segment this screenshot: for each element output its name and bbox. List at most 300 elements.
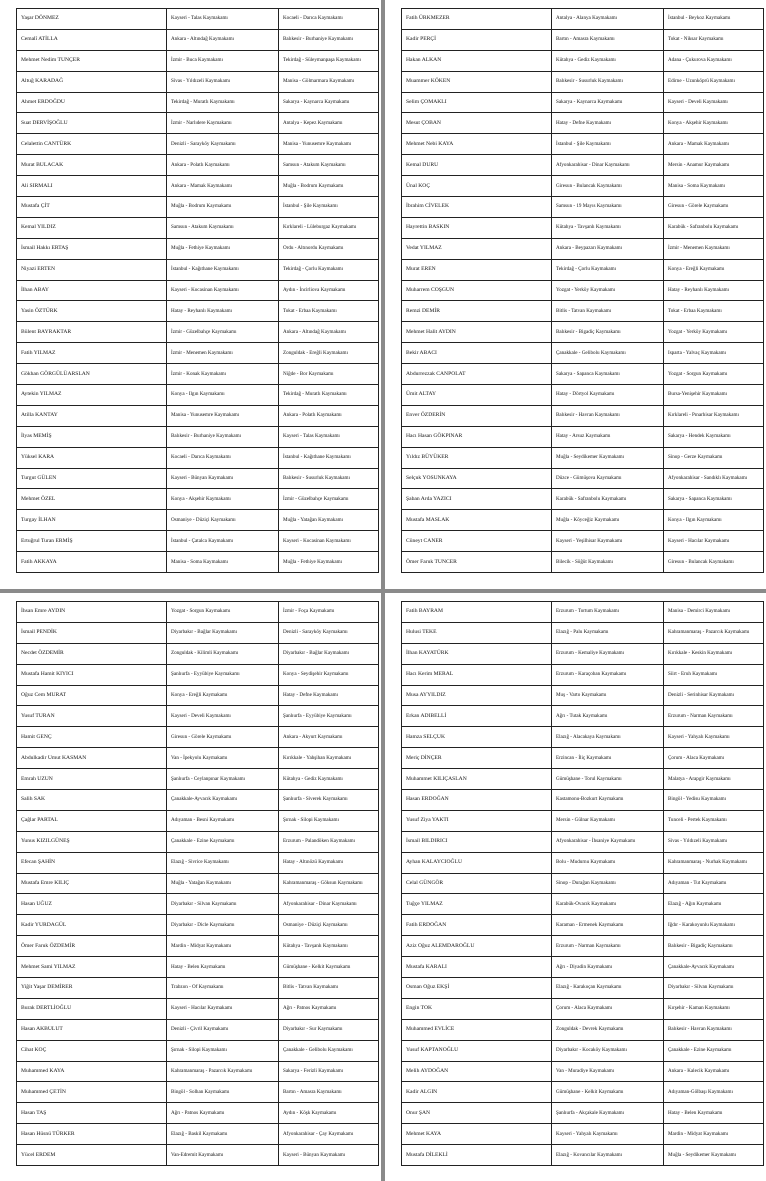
table-row	[17, 1103, 379, 1124]
table-row	[402, 1103, 764, 1124]
official-name: Yücel ERDEM	[17, 1145, 167, 1166]
official-name: Melih AYDOĞAN	[402, 1061, 552, 1082]
former-post: İstanbul - Şile Kaymakamı	[552, 134, 664, 155]
new-post: Afyonkarahisar - Çay Kaymakamı	[279, 1124, 379, 1145]
official-name: Bülent BAYRAKTAR	[17, 322, 167, 343]
new-post: Çanakkale-Ayvacık Kaymakamı	[664, 957, 764, 978]
table-row	[17, 468, 379, 489]
table-row	[17, 531, 379, 552]
official-name: İbrahim CİVELEK	[402, 197, 552, 218]
table-row	[17, 155, 379, 176]
table-row	[402, 1040, 764, 1061]
table-row	[402, 622, 764, 643]
former-post: Hatay - Reyhanlı Kaymakamı	[167, 301, 279, 322]
official-name: Mustafa KARALI	[402, 957, 552, 978]
new-post: Tekirdağ - Süleymanpaşa Kaymakamı	[279, 50, 379, 71]
new-post: Giresun - Görele Kaymakamı	[664, 197, 764, 218]
table-row	[17, 426, 379, 447]
official-name: Selçuk YOSUNKAYA	[402, 468, 552, 489]
new-post: Konya - Seydişehir Kaymakamı	[279, 664, 379, 685]
new-post: Sakarya - Ferizli Kaymakamı	[279, 1061, 379, 1082]
official-name: Bekir ABACI	[402, 343, 552, 364]
table-row	[402, 322, 764, 343]
table-row	[402, 426, 764, 447]
table-row	[17, 197, 379, 218]
table-row	[402, 852, 764, 873]
new-post: Sakarya - Kaynarca Kaymakamı	[279, 92, 379, 113]
official-name: Aytekin YILMAZ	[17, 385, 167, 406]
table-row	[402, 280, 764, 301]
new-post: Ankara - Polatlı Kaymakamı	[279, 405, 379, 426]
official-name: Muhammed ÇETİN	[17, 1082, 167, 1103]
table-row	[402, 1082, 764, 1103]
table-row	[17, 998, 379, 1019]
former-post: Balıkesir - Burhaniye Kaymakamı	[167, 426, 279, 447]
former-post: Diyarbakır - Kocaköy Kaymakamı	[552, 1040, 664, 1061]
new-post: Kocaeli - Darıca Kaymakamı	[279, 9, 379, 30]
official-name: Efecan ŞAHİN	[17, 852, 167, 873]
table-row	[17, 643, 379, 664]
table-row	[17, 915, 379, 936]
new-post: Tekirdağ - Muratlı Kaymakamı	[279, 385, 379, 406]
appointment-table	[16, 601, 379, 1166]
former-post: Elazığ - Karakoçan Kaymakamı	[552, 978, 664, 999]
table-row	[402, 936, 764, 957]
new-post: Aydın - Köşk Kaymakamı	[279, 1103, 379, 1124]
official-name: Hasan AKBULUT	[17, 1019, 167, 1040]
table-row	[402, 385, 764, 406]
former-post: Sakarya - Sapanca Kaymakamı	[552, 364, 664, 385]
official-name: Çağlar PARTAL	[17, 810, 167, 831]
new-post: Ankara - Kalecik Kaymakamı	[664, 1061, 764, 1082]
official-name: Hayrettin BASKIN	[402, 217, 552, 238]
former-post: Muğla - Seydikemer Kaymakamı	[552, 447, 664, 468]
official-name: Atilla KANTAY	[17, 405, 167, 426]
former-post: Sinop - Durağan Kaymakamı	[552, 873, 664, 894]
official-name: Turgay İLHAN	[17, 510, 167, 531]
table-row	[402, 343, 764, 364]
new-post: Ankara - Mamak Kaymakamı	[664, 134, 764, 155]
new-post: İzmir - Foça Kaymakamı	[279, 602, 379, 623]
former-post: Şanlıurfa - Eyyübiye Kaymakamı	[167, 664, 279, 685]
table-row	[402, 769, 764, 790]
official-name: Ali SIRMALI	[17, 176, 167, 197]
official-name: Ertuğrul Turan ERMİŞ	[17, 531, 167, 552]
table-row	[402, 1019, 764, 1040]
former-post: Şanlıurfa - Akçakale Kaymakamı	[552, 1103, 664, 1124]
table-row	[17, 29, 379, 50]
official-name: Fatih BAYRAM	[402, 602, 552, 623]
official-name: Yusuf TURAN	[17, 706, 167, 727]
former-post: Şanlıurfa - Ceylanpınar Kaymakamı	[167, 769, 279, 790]
official-name: Yıldız BÜYÜKER	[402, 447, 552, 468]
official-name: Kemal DURU	[402, 155, 552, 176]
table-row	[402, 1061, 764, 1082]
official-name: Mustafa DİLEKLİ	[402, 1145, 552, 1166]
new-post: Muğla - Fethiye Kaymakamı	[279, 552, 379, 573]
former-post: Karabük - Safranbolu Kaymakamı	[552, 489, 664, 510]
former-post: Hatay - Belen Kaymakamı	[167, 957, 279, 978]
former-post: Ankara - Polatlı Kaymakamı	[167, 155, 279, 176]
table-row	[17, 706, 379, 727]
new-post: Hatay - Belen Kaymakamı	[664, 1103, 764, 1124]
table-row	[402, 9, 764, 30]
former-post: Erzincan - İliç Kaymakamı	[552, 748, 664, 769]
table-row	[17, 1061, 379, 1082]
new-post: Diyarbakır - Sur Kaymakamı	[279, 1019, 379, 1040]
former-post: Zonguldak - Devrek Kaymakamı	[552, 1019, 664, 1040]
table-row	[402, 29, 764, 50]
table-row	[17, 9, 379, 30]
former-post: Mersin - Gülnar Kaymakamı	[552, 810, 664, 831]
official-name: Onur ŞAN	[402, 1103, 552, 1124]
new-post: Kırıkkale - Yahşihan Kaymakamı	[279, 748, 379, 769]
new-post: Isparta - Yalvaç Kaymakamı	[664, 343, 764, 364]
new-post: Manisa - Soma Kaymakamı	[664, 176, 764, 197]
former-post: Gümüşhane - Kelkit Kaymakamı	[552, 1082, 664, 1103]
former-post: İstanbul - Kağıthane Kaymakamı	[167, 259, 279, 280]
table-row	[402, 831, 764, 852]
new-post: Ankara - Akyurt Kaymakamı	[279, 727, 379, 748]
former-post: Ağrı - Diyadin Kaymakamı	[552, 957, 664, 978]
official-name: Osman Oğuz EKŞİ	[402, 978, 552, 999]
new-post: Bingöl - Yedisu Kaymakamı	[664, 790, 764, 811]
official-name: Altuğ KARADAĞ	[17, 71, 167, 92]
new-post: Sivas - Yıldızeli Kaymakamı	[664, 831, 764, 852]
official-name: Ahmet ERDOĞDU	[17, 92, 167, 113]
new-post: İzmir - Menemen Kaymakamı	[664, 238, 764, 259]
new-post: Muğla - Seydikemer Kaymakamı	[664, 1145, 764, 1166]
official-name: Remzi DEMİR	[402, 301, 552, 322]
former-post: Balıkesir - Susurluk Kaymakamı	[552, 71, 664, 92]
official-name: Cihat KOÇ	[17, 1040, 167, 1061]
table-row	[17, 894, 379, 915]
table-row	[17, 1040, 379, 1061]
table-row	[402, 643, 764, 664]
official-name: Kadir YURDAGÜL	[17, 915, 167, 936]
official-name: Yaşar DÖNMEZ	[17, 9, 167, 30]
new-post: Karabük - Safranbolu Kaymakamı	[664, 217, 764, 238]
official-name: Hasan Hüsnü TÜRKER	[17, 1124, 167, 1145]
former-post: Hatay - Arsuz Kaymakamı	[552, 426, 664, 447]
official-name: İlhan ABAY	[17, 280, 167, 301]
former-post: Düzce - Gümüşova Kaymakamı	[552, 468, 664, 489]
table-row	[402, 978, 764, 999]
former-post: Karaman - Ermenek Kaymakamı	[552, 915, 664, 936]
table-row	[402, 810, 764, 831]
table-row	[17, 489, 379, 510]
former-post: Muş - Varto Kaymakamı	[552, 685, 664, 706]
new-post: Hatay - Reyhanlı Kaymakamı	[664, 280, 764, 301]
official-name: Hamza SELÇUK	[402, 727, 552, 748]
new-post: Antalya - Kepez Kaymakamı	[279, 113, 379, 134]
table-row	[402, 259, 764, 280]
former-post: Elazığ - Palu Kaymakamı	[552, 622, 664, 643]
former-post: Van-Edremit Kaymakamı	[167, 1145, 279, 1166]
new-post: Kırklareli - Pınarhisar Kaymakamı	[664, 405, 764, 426]
former-post: Bitlis - Tatvan Kaymakamı	[552, 301, 664, 322]
former-post: Karabük-Ovacık Kaymakamı	[552, 894, 664, 915]
document-page-1	[0, 0, 381, 589]
table-row	[402, 790, 764, 811]
new-post: Osmaniye - Düziçi Kaymakamı	[279, 915, 379, 936]
new-post: Denizli - Serinhisar Kaymakamı	[664, 685, 764, 706]
table-row	[17, 364, 379, 385]
official-name: Turgut GÜLEN	[17, 468, 167, 489]
table-row	[17, 873, 379, 894]
table-row	[17, 936, 379, 957]
table-row	[402, 217, 764, 238]
new-post: Kahramanmaraş - Pazarcık Kaymakamı	[664, 622, 764, 643]
official-name: Emrah UZUN	[17, 769, 167, 790]
new-post: Manisa - Yunusemre Kaymakamı	[279, 134, 379, 155]
former-post: Manisa - Soma Kaymakamı	[167, 552, 279, 573]
official-name: Hakan ALKAN	[402, 50, 552, 71]
former-post: Tekirdağ - Muratlı Kaymakamı	[167, 92, 279, 113]
new-post: Gümüşhane - Kelkit Kaymakamı	[279, 957, 379, 978]
table-row	[402, 998, 764, 1019]
table-row	[17, 810, 379, 831]
official-name: Mehmet ÖZEL	[17, 489, 167, 510]
former-post: Konya - Ilgın Kaymakamı	[167, 385, 279, 406]
table-row	[17, 1019, 379, 1040]
new-post: Sakarya - Sapanca Kaymakamı	[664, 489, 764, 510]
official-name: Murat EREN	[402, 259, 552, 280]
former-post: Kahramanmaraş - Pazarcık Kaymakamı	[167, 1061, 279, 1082]
official-name: Musa AYYILDIZ	[402, 685, 552, 706]
table-row	[17, 727, 379, 748]
former-post: Çanakkale-Ayvacık Kaymakamı	[167, 790, 279, 811]
document-page-3	[0, 593, 381, 1181]
table-row	[402, 405, 764, 426]
table-row	[17, 685, 379, 706]
table-row	[402, 364, 764, 385]
table-row	[17, 552, 379, 573]
former-post: Kayseri - Yahyalı Kaymakamı	[552, 1124, 664, 1145]
new-post: Kayseri - Kocasinan Kaymakamı	[279, 531, 379, 552]
new-post: Balıkesir - Havran Kaymakamı	[664, 1019, 764, 1040]
official-name: İsmail PENDİK	[17, 622, 167, 643]
new-post: Niğde - Bor Kaymakamı	[279, 364, 379, 385]
new-post: Tokat - Erbaa Kaymakamı	[279, 301, 379, 322]
new-post: Kahramanmaraş - Nurhak Kaymakamı	[664, 852, 764, 873]
former-post: İzmir - Narlıdere Kaymakamı	[167, 113, 279, 134]
table-row	[402, 50, 764, 71]
former-post: Muğla - Fethiye Kaymakamı	[167, 238, 279, 259]
table-row	[17, 622, 379, 643]
official-name: Hasan ERDOĞAN	[402, 790, 552, 811]
table-row	[402, 531, 764, 552]
former-post: Muğla - Yatağan Kaymakamı	[167, 873, 279, 894]
official-name: Şaban Arda YAZICI	[402, 489, 552, 510]
new-post: Edirne - Uzunköprü Kaymakamı	[664, 71, 764, 92]
table-row	[17, 322, 379, 343]
official-name: Yüksel KARA	[17, 447, 167, 468]
official-name: Celal GÜNGÖR	[402, 873, 552, 894]
official-name: Hasan TAŞ	[17, 1103, 167, 1124]
table-row	[402, 92, 764, 113]
new-post: Giresun - Bulancak Kaymakamı	[664, 552, 764, 573]
new-post: Çanakkale - Gelibolu Kaymakamı	[279, 1040, 379, 1061]
former-post: Erzurum - Tortum Kaymakamı	[552, 602, 664, 623]
new-post: İzmir - Güzelbahçe Kaymakamı	[279, 489, 379, 510]
official-name: Mehmet KAYA	[402, 1124, 552, 1145]
new-post: Şanlıurfa - Siverek Kaymakamı	[279, 790, 379, 811]
official-name: Muhammed KAYA	[17, 1061, 167, 1082]
official-name: Hacı Hasan GÖKPINAR	[402, 426, 552, 447]
new-post: Bursa-Yenişehir Kaymakamı	[664, 385, 764, 406]
table-row	[17, 748, 379, 769]
official-name: Tuğçe YILMAZ	[402, 894, 552, 915]
former-post: Kastamonu-Bozkurt Kaymakamı	[552, 790, 664, 811]
former-post: Erzurum - Kemaliye Kaymakamı	[552, 643, 664, 664]
table-row	[402, 489, 764, 510]
former-post: Manisa - Yunusemre Kaymakamı	[167, 405, 279, 426]
new-post: Kahramanmaraş - Göksun Kaymakamı	[279, 873, 379, 894]
former-post: İstanbul - Çatalca Kaymakamı	[167, 531, 279, 552]
former-post: Afyonkarahisar - Dinar Kaymakamı	[552, 155, 664, 176]
former-post: Hatay - Defne Kaymakamı	[552, 113, 664, 134]
official-name: Abdurrezzak CANPOLAT	[402, 364, 552, 385]
table-row	[402, 915, 764, 936]
official-name: İsmail BILDIRICI	[402, 831, 552, 852]
official-name: Mustafa MASLAK	[402, 510, 552, 531]
table-row	[17, 447, 379, 468]
former-post: Yozgat - Sorgun Kaymakamı	[167, 602, 279, 623]
table-row	[17, 790, 379, 811]
official-name: Burak DERTLİOĞLU	[17, 998, 167, 1019]
former-post: Kütahya - Gediz Kaymakamı	[552, 50, 664, 71]
new-post: Manisa - Demirci Kaymakamı	[664, 602, 764, 623]
former-post: Kocaeli - Darıca Kaymakamı	[167, 447, 279, 468]
new-post: Tokat - Niksar Kaymakamı	[664, 29, 764, 50]
official-name: İhsan Emre AYDIN	[17, 602, 167, 623]
former-post: Zonguldak - Kilimli Kaymakamı	[167, 643, 279, 664]
table-row	[402, 706, 764, 727]
former-post: Bingöl - Solhan Kaymakamı	[167, 1082, 279, 1103]
new-post: Şanlıurfa - Eyyübiye Kaymakamı	[279, 706, 379, 727]
former-post: Gümüşhane - Torul Kaymakamı	[552, 769, 664, 790]
official-name: Yusuf Ziya YAKTI	[402, 810, 552, 831]
official-name: Mehmet Nedim TUNÇER	[17, 50, 167, 71]
table-row	[402, 468, 764, 489]
new-post: Sakarya - Hendek Kaymakamı	[664, 426, 764, 447]
former-post: İzmir - Güzelbahçe Kaymakamı	[167, 322, 279, 343]
official-name: Hacı Kerim MERAL	[402, 664, 552, 685]
official-name: Mehmet Halit AYDIN	[402, 322, 552, 343]
former-post: Balıkesir - Bigadiç Kaymakamı	[552, 322, 664, 343]
new-post: İstanbul - Beykoz Kaymakamı	[664, 9, 764, 30]
official-name: Meriç DİNÇER	[402, 748, 552, 769]
official-name: Hamit GENÇ	[17, 727, 167, 748]
table-row	[17, 664, 379, 685]
former-post: Kayseri - Talas Kaymakamı	[167, 9, 279, 30]
table-row	[17, 301, 379, 322]
table-row	[17, 957, 379, 978]
official-name: Enver ÖZDERİN	[402, 405, 552, 426]
new-post: İstanbul - Şile Kaymakamı	[279, 197, 379, 218]
former-post: Bilecik - Söğüt Kaymakamı	[552, 552, 664, 573]
official-name: İlyas MEMİŞ	[17, 426, 167, 447]
official-name: Mustafa ÇİT	[17, 197, 167, 218]
new-post: Balıkesir - Burhaniye Kaymakamı	[279, 29, 379, 50]
new-post: Adıyaman - Tut Kaymakamı	[664, 873, 764, 894]
table-row	[402, 602, 764, 623]
official-name: Necdet ÖZDEMİR	[17, 643, 167, 664]
official-name: Ömer Faruk TUNCER	[402, 552, 552, 573]
new-post: Samsun - Atakum Kaymakamı	[279, 155, 379, 176]
table-row	[17, 343, 379, 364]
table-row	[17, 217, 379, 238]
new-post: Siirt - Eruh Kaymakamı	[664, 664, 764, 685]
table-row	[402, 301, 764, 322]
new-post: Kırklareli - Lüleburgaz Kaymakamı	[279, 217, 379, 238]
official-name: Gökhan GÖRGÜLÜARSLAN	[17, 364, 167, 385]
official-name: Cemalî ATİLLA	[17, 29, 167, 50]
former-post: Konya - Akşehir Kaymakamı	[167, 489, 279, 510]
former-post: Sakarya - Kaynarca Kaymakamı	[552, 92, 664, 113]
former-post: İzmir - Buca Kaymakamı	[167, 50, 279, 71]
official-name: Muharrem COŞGUN	[402, 280, 552, 301]
new-post: Elazığ - Ağın Kaymakamı	[664, 894, 764, 915]
official-name: Muhammet KILIÇASLAN	[402, 769, 552, 790]
former-post: Giresun - Bulancak Kaymakamı	[552, 176, 664, 197]
table-row	[402, 748, 764, 769]
new-post: Mardin - Midyat Kaymakamı	[664, 1124, 764, 1145]
new-post: Diyarbakır - Silvan Kaymakamı	[664, 978, 764, 999]
former-post: Van - İpekyolu Kaymakamı	[167, 748, 279, 769]
official-name: Oğuz Cem MURAT	[17, 685, 167, 706]
former-post: Adıyaman - Besni Kaymakamı	[167, 810, 279, 831]
former-post: Mardin - Midyat Kaymakamı	[167, 936, 279, 957]
table-row	[17, 113, 379, 134]
official-name: Mesut ÇOBAN	[402, 113, 552, 134]
appointment-table	[16, 8, 379, 573]
former-post: Ağrı - Patnos Kaymakamı	[167, 1103, 279, 1124]
new-post: Iğdır - Karakoyunlu Kaymakamı	[664, 915, 764, 936]
new-post: Kayseri - Develi Kaymakamı	[664, 92, 764, 113]
former-post: Tekirdağ - Çorlu Kaymakamı	[552, 259, 664, 280]
former-post: Hatay - Dörtyol Kaymakamı	[552, 385, 664, 406]
new-post: Manisa - Gölmarmara Kaymakamı	[279, 71, 379, 92]
new-post: Kayseri - Hacılar Kaymakamı	[664, 531, 764, 552]
new-post: Tunceli - Pertek Kaymakamı	[664, 810, 764, 831]
former-post: Çanakkale - Gelibolu Kaymakamı	[552, 343, 664, 364]
table-row	[17, 176, 379, 197]
former-post: İzmir - Konak Kaymakamı	[167, 364, 279, 385]
document-page-4	[385, 593, 766, 1181]
official-name: Fatih AKKAYA	[17, 552, 167, 573]
former-post: Antalya - Alanya Kaymakamı	[552, 9, 664, 30]
table-row	[17, 71, 379, 92]
former-post: Erzurum - Karaçoban Kaymakamı	[552, 664, 664, 685]
official-name: Aziz Oğuz ALEMDAROĞLU	[402, 936, 552, 957]
official-name: Ümit ALTAY	[402, 385, 552, 406]
new-post: Yozgat - Yerköy Kaymakamı	[664, 322, 764, 343]
official-name: Yunus KIZILGÜNEŞ	[17, 831, 167, 852]
former-post: Osmaniye - Düziçi Kaymakamı	[167, 510, 279, 531]
official-name: Erkan ADIBELLİ	[402, 706, 552, 727]
table-row	[402, 664, 764, 685]
new-post: Bitlis - Tatvan Kaymakamı	[279, 978, 379, 999]
table-row	[402, 71, 764, 92]
former-post: Afyonkarahisar - İhsaniye Kaymakamı	[552, 831, 664, 852]
table-row	[402, 197, 764, 218]
official-name: Ömer Faruk ÖZDEMİR	[17, 936, 167, 957]
table-row	[17, 852, 379, 873]
new-post: Ordu - Altınordu Kaymakamı	[279, 238, 379, 259]
official-name: Cüneyt CANER	[402, 531, 552, 552]
